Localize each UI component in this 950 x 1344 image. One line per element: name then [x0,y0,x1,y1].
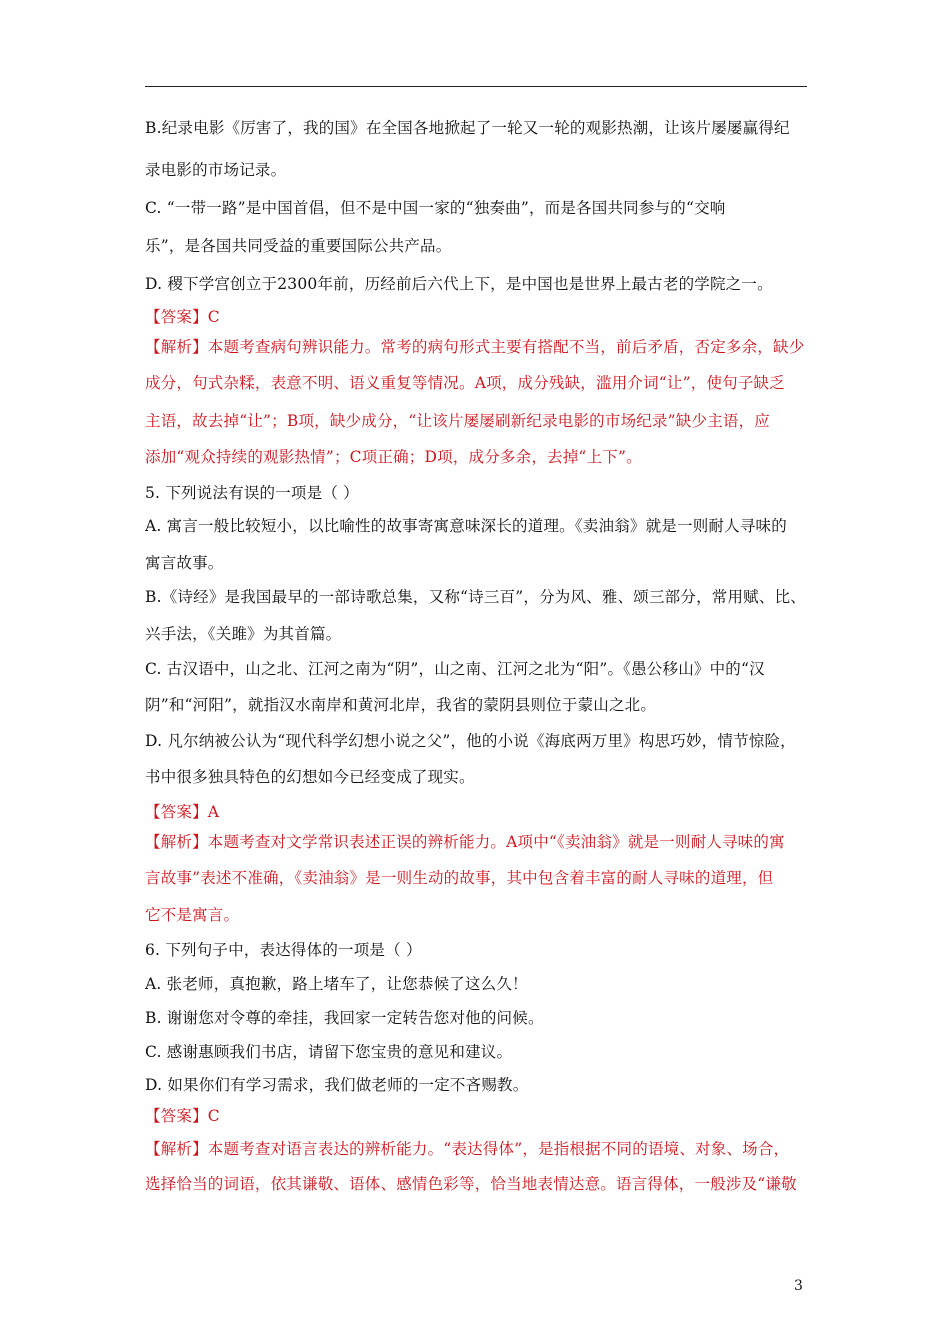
text-line: D. 稷下学宫创立于2300年前，历经前后六代上下，是中国也是世界上最古老的学院之一。 [145,275,773,293]
analysis-line: 添加“观众持续的观影热情”；C项正确；D项，成分多余，去掉“上下”。 [145,448,642,466]
text-line: A. 张老师，真抱歉，路上堵车了，让您恭候了这么久！ [145,975,528,993]
question-stem: 5. 下列说法有误的一项是（ ） [145,484,359,502]
text-line: D. 如果你们有学习需求，我们做老师的一定不吝赐教。 [145,1076,529,1094]
text-line: 寓言故事。 [145,554,224,572]
text-line: D. 凡尔纳被公认为“现代科学幻想小说之父”，他的小说《海底两万里》构思巧妙，情节惊险， [145,732,796,750]
question-stem: 6. 下列句子中，表达得体的一项是（ ） [145,941,422,959]
text-line: 乐”，是各国共同受益的重要国际公共产品。 [145,237,452,255]
text-line: 录电影的市场记录。 [145,161,287,179]
answer-line: 【答案】C [145,308,220,326]
analysis-line: 【解析】本题考查对语言表达的辨析能力。“表达得体”，是指根据不同的语境、对象、场合， [145,1140,790,1158]
text-line: B.纪录电影《厉害了，我的国》在全国各地掀起了一轮又一轮的观影热潮，让该片屡屡赢得纪 [145,119,790,137]
page-number: 3 [794,1278,803,1294]
header-rule [145,86,807,87]
text-line: 书中很多独具特色的幻想如今已经变成了现实。 [145,768,475,786]
text-line: C. “一带一路”是中国首倡，但不是中国一家的“独奏曲”，而是各国共同参与的“交响 [145,199,726,217]
analysis-line: 成分，句式杂糅，表意不明、语义重复等情况。A项，成分残缺，滥用介词“让”，使句子缺乏 [145,374,785,392]
text-line: A. 寓言一般比较短小，以比喻性的故事寄寓意味深长的道理。《卖油翁》就是一则耐人寻味的 [145,517,787,535]
answer-line: 【答案】A [145,803,220,821]
analysis-line: 【解析】本题考查病句辨识能力。常考的病句形式主要有搭配不当，前后矛盾，否定多余，缺少 [145,338,805,356]
analysis-line: 言故事”表述不准确，《卖油翁》是一则生动的故事，其中包含着丰富的耐人寻味的道理，但 [145,869,774,887]
text-line: B. 谢谢您对令尊的牵挂，我回家一定转告您对他的问候。 [145,1009,544,1027]
text-line: C. 古汉语中，山之北、江河之南为“阴”，山之南、江河之北为“阳”。《愚公移山》中的“汉 [145,660,765,678]
analysis-line: 主语，故去掉“让”；B项，缺少成分，“让该片屡屡刷新纪录电影的市场纪录”缺少主语，应 [145,412,770,430]
answer-line: 【答案】C [145,1107,220,1125]
analysis-line: 它不是寓言。 [145,906,240,924]
text-line: C. 感谢惠顾我们书店，请留下您宝贵的意见和建议。 [145,1043,513,1061]
text-line: 阴”和“河阳”，就指汉水南岸和黄河北岸，我省的蒙阴县则位于蒙山之北。 [145,696,657,714]
analysis-line: 【解析】本题考查对文学常识表述正误的辨析能力。A项中“《卖油翁》就是一则耐人寻味的寓 [145,833,785,851]
text-line: B.《诗经》是我国最早的一部诗歌总集，又称“诗三百”，分为风、雅、颂三部分，常用赋、比、 [145,588,806,606]
analysis-line: 选择恰当的词语，依其谦敬、语体、感情色彩等，恰当地表情达意。语言得体，一般涉及“谦敬 [145,1175,797,1193]
text-line: 兴手法，《关雎》为其首篇。 [145,625,342,643]
